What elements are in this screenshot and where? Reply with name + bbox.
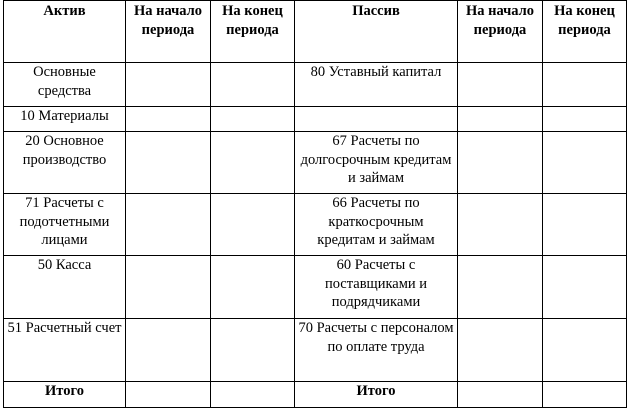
liability-end-cell <box>543 63 627 107</box>
liability-end-cell <box>543 319 627 382</box>
asset-end-cell <box>211 256 295 319</box>
header-asset: Актив <box>4 1 126 63</box>
asset-start-cell <box>126 194 211 256</box>
liability-start-cell <box>458 194 543 256</box>
liability-end-total <box>543 382 627 408</box>
liability-total-label: Итого <box>295 382 458 408</box>
liability-start-cell <box>458 107 543 132</box>
asset-name-cell: 50 Касса <box>4 256 126 319</box>
liability-start-cell <box>458 319 543 382</box>
table-header-row <box>4 1 627 63</box>
asset-name-cell: 51 Расчетный счет <box>4 319 126 382</box>
asset-start-cell <box>126 107 211 132</box>
balance-table <box>3 0 627 408</box>
header-asset-end: На конец периода <box>211 1 295 63</box>
balance-sheet <box>3 0 626 419</box>
table-row <box>4 107 627 132</box>
liability-start-cell <box>458 63 543 107</box>
asset-end-total <box>211 382 295 408</box>
header-liability: Пассив <box>295 1 458 63</box>
asset-start-cell <box>126 319 211 382</box>
liability-name-cell <box>295 107 458 132</box>
asset-name-cell: 71 Расчеты с подотчетными лицами <box>4 194 126 256</box>
asset-name-cell: Основные средства <box>4 63 126 107</box>
asset-end-cell <box>211 194 295 256</box>
table-row <box>4 319 627 382</box>
asset-total-label: Итого <box>4 382 126 408</box>
table-row <box>4 194 627 256</box>
table-row <box>4 256 627 319</box>
asset-start-cell <box>126 256 211 319</box>
table-row <box>4 63 627 107</box>
table-row <box>4 132 627 194</box>
header-liability-end: На конец периода <box>543 1 627 63</box>
asset-end-cell <box>211 319 295 382</box>
liability-name-cell: 67 Расчеты по долгосрочным кредитам и займам <box>295 132 458 194</box>
total-row <box>4 382 627 408</box>
liability-start-cell <box>458 132 543 194</box>
liability-end-cell <box>543 256 627 319</box>
liability-end-cell <box>543 132 627 194</box>
liability-end-cell <box>543 107 627 132</box>
asset-start-cell <box>126 63 211 107</box>
asset-name-cell: 20 Основное производство <box>4 132 126 194</box>
liability-start-cell <box>458 256 543 319</box>
liability-name-cell: 60 Расчеты с поставщиками и подрядчиками <box>295 256 458 319</box>
liability-name-cell: 70 Расчеты с персоналом по оплате труда <box>295 319 458 382</box>
asset-start-cell <box>126 132 211 194</box>
liability-name-cell: 80 Уставный капитал <box>295 63 458 107</box>
header-liability-start: На начало периода <box>458 1 543 63</box>
asset-end-cell <box>211 63 295 107</box>
liability-end-cell <box>543 194 627 256</box>
liability-name-cell: 66 Расчеты по краткосрочным кредитам и займам <box>295 194 458 256</box>
asset-start-total <box>126 382 211 408</box>
asset-end-cell <box>211 132 295 194</box>
header-asset-start: На начало периода <box>126 1 211 63</box>
asset-end-cell <box>211 107 295 132</box>
liability-start-total <box>458 382 543 408</box>
asset-name-cell: 10 Материалы <box>4 107 126 132</box>
